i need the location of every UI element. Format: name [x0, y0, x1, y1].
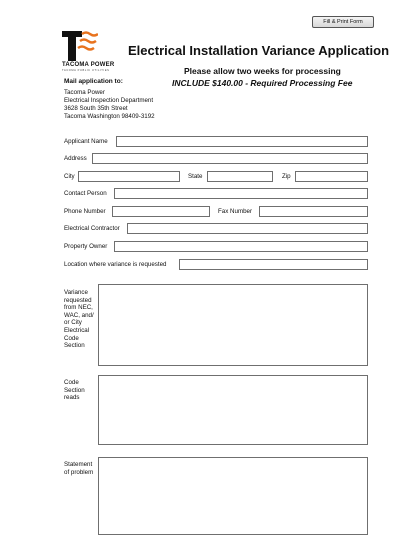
city-field[interactable]: [78, 171, 180, 182]
fax-number-label: Fax Number: [218, 208, 253, 215]
address-line: 3628 South 35th Street: [64, 105, 128, 112]
statement-of-problem-textarea[interactable]: [98, 457, 368, 535]
location-field[interactable]: [179, 259, 368, 270]
page-title: Electrical Installation Variance Application: [128, 43, 390, 58]
fill-print-button[interactable]: Fill & Print Form: [312, 16, 374, 28]
address-line: Tacoma Washington 98409-3192: [64, 113, 155, 120]
state-label: State: [188, 173, 203, 180]
logo-name: TACOMA POWER: [62, 62, 115, 68]
property-owner-label: Property Owner: [64, 243, 108, 250]
applicant-name-label: Applicant Name: [64, 138, 108, 145]
mail-heading: Mail application to:: [64, 78, 123, 85]
processing-notice: Please allow two weeks for processing: [184, 66, 341, 76]
statement-of-problem-label: Statement of problem: [64, 461, 94, 476]
electrical-contractor-label: Electrical Contractor: [64, 225, 120, 232]
fax-number-field[interactable]: [259, 206, 368, 217]
fee-notice: INCLUDE $140.00 - Required Processing Fee: [172, 78, 353, 88]
address-label: Address: [64, 155, 87, 162]
code-section-label: Code Section reads: [64, 379, 85, 402]
zip-label: Zip: [282, 173, 291, 180]
zip-field[interactable]: [295, 171, 368, 182]
property-owner-field[interactable]: [114, 241, 368, 252]
phone-number-label: Phone Number: [64, 208, 106, 215]
electrical-contractor-field[interactable]: [127, 223, 368, 234]
address-line: Electrical Inspection Department: [64, 97, 154, 104]
tacoma-power-logo-icon: [62, 31, 98, 61]
variance-requested-textarea[interactable]: [98, 284, 368, 366]
variance-requested-label: Variance requested from NEC, WAC, and/ or City Electrical Code Section: [64, 289, 94, 350]
contact-person-label: Contact Person: [64, 190, 107, 197]
address-field[interactable]: [92, 153, 368, 164]
city-label: City: [64, 173, 75, 180]
contact-person-field[interactable]: [114, 188, 368, 199]
location-label: Location where variance is requested: [64, 261, 167, 268]
applicant-name-field[interactable]: [116, 136, 368, 147]
state-field[interactable]: [207, 171, 273, 182]
logo-tagline: TACOMA PUBLIC UTILITIES: [62, 69, 110, 72]
code-section-textarea[interactable]: [98, 375, 368, 445]
address-line: Tacoma Power: [64, 89, 105, 96]
phone-number-field[interactable]: [112, 206, 210, 217]
